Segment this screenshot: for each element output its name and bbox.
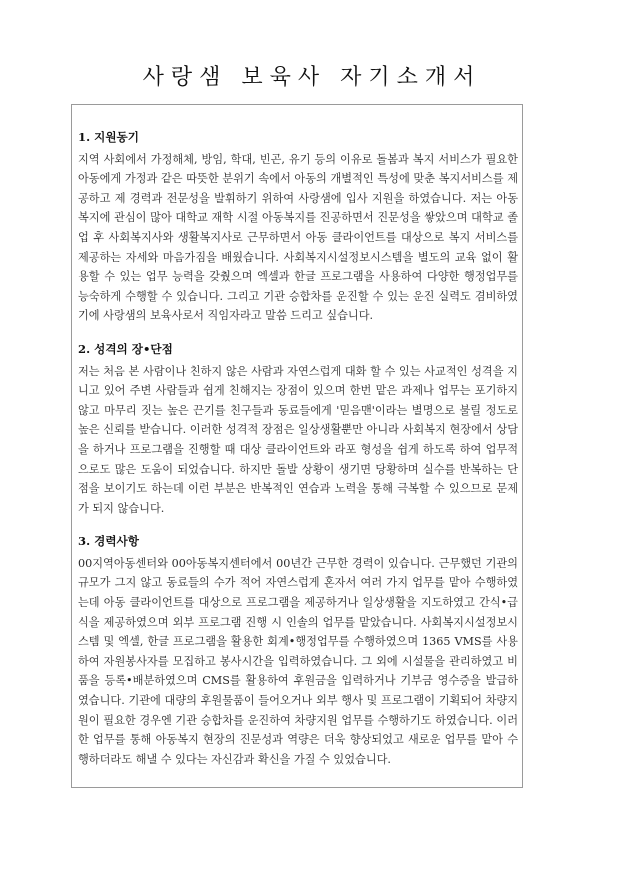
section-personality [78, 340, 518, 518]
section-paragraph: 저는 처음 본 사람이나 친하지 않은 사람과 자연스럽게 대화 할 수 있는 사교적인 성격을 지니고 있어 주변 사람들과 쉽게 친해지는 장점이 있으며 한번 맡은 과제나 업무는 포기하지 않고 마무리 짓는 높은 끈기를 친구들과 동료들에게 '믿음맨'이라는 별명으로 불릴 정도로 높은 신뢰를 받습니다. 이러한 성격적 장점은 일상생활뿐만 아니라 사회복지 현장에서 상담을 하거나 프로그램을 진행할 때 대상 클라이언트와 라포 형성을 쉽게 하도록 하여 업무적으로도 많은 도움이 되었습니다. 하지만 돌발 상황이 생기면 당황하며 실수를 반복하는 단점을 보이기도 하는데 이런 부분은 반복적인 연습과 노력을 통해 극복할 수 있으므로 문제가 되지 않습니다. [78, 364, 518, 515]
section-paragraph: 00지역아동센터와 00아동복지센터에서 00년간 근무한 경력이 있습니다. 근무했던 기관의 규모가 그지 않고 동료들의 수가 적어 자연스럽게 혼자서 여러 가지 업무를 맡아 수행하였는데 아동 클라이언트를 대상으로 프로그램을 제공하거나 일상생활을 지도하였고 간식•급식을 제공하였으며 외부 프로그램 진행 시 인솔의 업무를 맡았습니다. 사회복지시설정보시스템 및 엑셀, 한글 프로그램을 활용한 회계•행정업무를 수행하였으며 1365 VMS를 사용하여 자원봉사자를 모집하고 봉사시간을 입력하였습니다. 그 외에 시설물을 관리하였고 비품을 등록•배분하였으며 CMS를 활용하여 후원금을 입력하거나 기부금 영수증을 발급하였습니다. 기관에 대량의 후원물품이 들어오거나 외부 행사 및 프로그램이 기획되어 차량지원이 필요한 경우엔 기관 승합차를 운진하여 차량지원 업무를 수행하기도 하였습니다. 이러한 업무를 통해 아동복지 현장의 진문성과 역량은 더욱 향상되었고 새로운 업무를 맡아 수행하더라도 해낼 수 있다는 자신감과 확신을 가질 수 있었습니다. [78, 556, 518, 766]
document-body [78, 128, 518, 783]
document-title: 사랑샘 보육사 자기소개서 [142, 65, 482, 90]
section-motivation [78, 128, 518, 326]
section-heading: 3. 경력사항 [78, 534, 139, 549]
section-career [78, 532, 518, 769]
section-heading: 1. 지원동기 [78, 130, 139, 144]
section-heading: 2. 성격의 장•단점 [78, 341, 173, 356]
section-paragraph: 지역 사회에서 가정해체, 방임, 학대, 빈곤, 유기 등의 이유로 돌봄과 복지 서비스가 필요한 아동에게 가정과 같은 따뜻한 분위기 속에서 아동의 개별적인 특성에 맞춘 복지서비스를 제공하고 제 경력과 전문성을 발휘하기 위하여 사랑샘에 입사 지원을 하였습니다. 저는 아동복지에 관심이 많아 대학교 재학 시절 아동복지를 진공하면서 진문성을 쌓았으며 대학교 졸업 후 사회복지사와 생활복지사로 근무하면서 아동 클라이언트를 대상으로 복지 서비스를 제공하는 자세와 마음가짐을 배웠습니다. 사회복지시설정보시스템을 별도의 교육 없이 활용할 수 있는 업무 능력을 갖췄으며 엑셀과 한글 프로그램을 사용하여 다양한 행정업무를 능숙하게 수행할 수 있습니다. 그리고 기관 승합차를 운진할 수 있는 운진 실력도 겸비하였기에 사랑샘의 보육사로서 직임자라고 말씀 드리고 싶습니다. [78, 152, 518, 323]
